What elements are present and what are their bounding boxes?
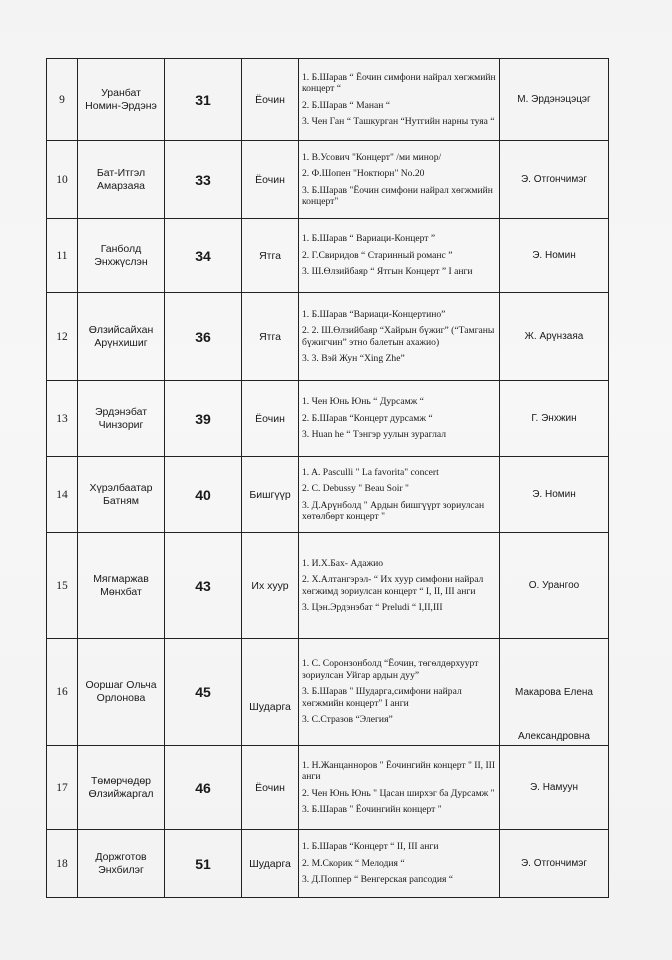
teacher-cell bbox=[500, 59, 609, 141]
teacher-cell bbox=[500, 830, 609, 898]
table-row bbox=[47, 381, 609, 457]
teacher-cell bbox=[500, 381, 609, 457]
instrument: Их хуур bbox=[251, 579, 289, 592]
participant-given-name: Энхбилэг bbox=[98, 863, 144, 876]
participant-surname: Ооршаг Ольча bbox=[85, 679, 157, 691]
teacher-cell bbox=[500, 219, 609, 293]
instrument: Ёочин bbox=[255, 173, 285, 186]
teacher-name: Э. Отгончимэг bbox=[520, 174, 588, 185]
participant-surname: Мягмаржав bbox=[93, 572, 149, 585]
participant-age: 36 bbox=[195, 328, 211, 345]
participant-name-cell bbox=[78, 639, 165, 746]
teacher-name: Ж. Арүнзаяа bbox=[524, 331, 584, 342]
program-item: 1. С. Соронзонболд “Ёочин, төгөлдөрхуурт зориулсан Уйгар ардын дуу” bbox=[302, 658, 479, 681]
participant-given-name: Амарзаяа bbox=[97, 179, 145, 192]
program-item: 1. Б.Шарав “ Ёочин симфони найрал хөгжмийн концерт “ bbox=[302, 71, 496, 94]
age-cell bbox=[165, 381, 242, 457]
program-item: 2. Б.Шарав “Концерт дурсамж “ bbox=[302, 412, 433, 424]
instrument: Ёочин bbox=[255, 781, 285, 794]
age-cell bbox=[165, 293, 242, 381]
program-item: 2. Г.Свиридов “ Старинный романс ” bbox=[302, 249, 453, 261]
program-item: 3. Б.Шарав "Ёочин симфони найрал хөгжмийн концерт" bbox=[302, 184, 493, 207]
row-number-cell bbox=[47, 381, 78, 457]
table-row bbox=[47, 141, 609, 219]
instrument-cell bbox=[242, 381, 299, 457]
instrument-cell bbox=[242, 639, 299, 746]
teacher-cell bbox=[500, 533, 609, 639]
program-item: 2. Б.Шарав “ Манан “ bbox=[302, 99, 391, 111]
participant-age: 46 bbox=[195, 779, 211, 796]
participant-age: 34 bbox=[195, 247, 211, 264]
teacher-patronymic: Александровна bbox=[518, 731, 590, 742]
program-item: 1. В.Усович "Концерт" /ми минор/ bbox=[302, 151, 442, 163]
age-cell bbox=[165, 639, 242, 746]
table-row bbox=[47, 219, 609, 293]
program-item: 3. Цэн.Эрдэнэбат “ Preludi “ I,II,III bbox=[302, 602, 443, 613]
table-row bbox=[47, 457, 609, 533]
participant-name-cell bbox=[78, 533, 165, 639]
participant-name-cell bbox=[78, 381, 165, 457]
age-cell bbox=[165, 746, 242, 830]
participant-given-name: Номин-Эрдэнэ bbox=[85, 99, 157, 112]
participant-given-name: Мөнхбат bbox=[100, 585, 142, 598]
participant-surname: Хүрэлбаатар bbox=[89, 481, 153, 494]
participant-name-cell bbox=[78, 830, 165, 898]
participant-surname: Ганболд bbox=[100, 242, 142, 255]
participant-name-cell bbox=[78, 457, 165, 533]
participant-given-name: Өлзийжаргал bbox=[88, 787, 154, 800]
instrument: Ятга bbox=[259, 249, 281, 262]
row-number: 12 bbox=[56, 330, 68, 343]
age-cell bbox=[165, 457, 242, 533]
table-row bbox=[47, 293, 609, 381]
participant-age: 33 bbox=[195, 171, 211, 188]
teacher-name: Э. Намуун bbox=[529, 782, 579, 793]
row-number: 14 bbox=[56, 488, 68, 501]
program-item: 3. Huan he “ Тэнгэр уулын зураглал bbox=[302, 429, 446, 441]
teacher-cell bbox=[500, 746, 609, 830]
table-row bbox=[47, 639, 609, 746]
participant-surname: Өлзийсайхан bbox=[88, 323, 154, 336]
teacher-name: Э. Номин bbox=[532, 250, 576, 261]
row-number-cell bbox=[47, 533, 78, 639]
instrument-cell bbox=[242, 830, 299, 898]
teacher-cell bbox=[500, 141, 609, 219]
teacher-cell bbox=[500, 293, 609, 381]
age-cell bbox=[165, 219, 242, 293]
program-item: 2. Ф.Шопен "Ноктюрн" No.20 bbox=[302, 168, 425, 179]
participant-given-name: Орлонова bbox=[96, 692, 146, 704]
program-cell bbox=[299, 141, 500, 219]
row-number: 11 bbox=[56, 249, 68, 262]
program-item: 1. Б.Шарав “Концерт “ II, III анги bbox=[302, 841, 439, 853]
participant-surname: Төмөрчөдөр bbox=[90, 774, 152, 787]
row-number: 10 bbox=[56, 173, 68, 186]
row-number-cell bbox=[47, 59, 78, 141]
teacher-name: О. Урангоо bbox=[528, 580, 580, 591]
row-number-cell bbox=[47, 141, 78, 219]
table-row bbox=[47, 830, 609, 898]
participant-name-cell bbox=[78, 746, 165, 830]
instrument-cell bbox=[242, 59, 299, 141]
program-item: 3. Д.Арүнболд " Ардын бишгүүрт зориулсан хөтөлбөрт концерт " bbox=[302, 499, 485, 522]
instrument-cell bbox=[242, 141, 299, 219]
instrument: Ятга bbox=[259, 330, 281, 343]
table-row bbox=[47, 746, 609, 830]
table-row bbox=[47, 59, 609, 141]
teacher-name: Г. Энхжин bbox=[531, 413, 577, 424]
row-number: 16 bbox=[56, 686, 68, 698]
program-cell bbox=[299, 457, 500, 533]
participant-age: 39 bbox=[195, 410, 211, 427]
program-cell bbox=[299, 830, 500, 898]
instrument: Бишгүүр bbox=[249, 488, 291, 501]
row-number: 17 bbox=[56, 781, 68, 794]
instrument: Шударга bbox=[249, 857, 291, 870]
participant-age: 43 bbox=[195, 577, 211, 594]
program-item: 2. М.Скорик “ Мелодия “ bbox=[302, 857, 405, 869]
program-item: 3. Ш.Өлзийбаяр “ Ятгын Концерт ” I анги bbox=[302, 266, 473, 278]
participant-name-cell bbox=[78, 141, 165, 219]
participant-given-name: Арүнхишиг bbox=[94, 336, 148, 349]
instrument: Ёочин bbox=[255, 412, 285, 425]
participant-age: 40 bbox=[195, 486, 211, 503]
teacher-name-wrap bbox=[500, 639, 608, 745]
table-row bbox=[47, 533, 609, 639]
table-body bbox=[47, 59, 609, 898]
participant-given-name: Энхжүслэн bbox=[94, 255, 148, 268]
instrument: Ёочин bbox=[255, 93, 285, 106]
instrument-cell bbox=[242, 457, 299, 533]
instrument-cell bbox=[242, 533, 299, 639]
program-item: 3. Д.Поппер “ Венгерская рапсодия “ bbox=[302, 874, 454, 886]
program-item: 1. Б.Шарав “Вариаци-Концертино” bbox=[302, 308, 446, 320]
program-cell bbox=[299, 59, 500, 141]
program-item: 2. Чен Юнь Юнь " Цасан ширхэг ба Дурсамж " bbox=[302, 787, 495, 799]
age-cell bbox=[165, 59, 242, 141]
program-item: 2. Х.Алтангэрэл- “ Их хуур симфони найрал хөгжимд зориулсан концерт “ I, II, III анги bbox=[302, 574, 484, 597]
teacher-name: Макарова Елена bbox=[515, 687, 593, 698]
program-item: 3. 3. Вэй Жун “Xing Zhe” bbox=[302, 353, 405, 364]
teacher-cell bbox=[500, 457, 609, 533]
participant-name-cell bbox=[78, 219, 165, 293]
row-number-cell bbox=[47, 219, 78, 293]
row-number: 9 bbox=[59, 93, 65, 106]
row-number-cell bbox=[47, 746, 78, 830]
instrument-cell bbox=[242, 293, 299, 381]
participant-surname: Уранбат bbox=[101, 86, 141, 99]
participant-name-cell bbox=[78, 59, 165, 141]
program-item: 3. Чен Ган “ Ташкурган “Нутгийн нарны туяа “ bbox=[302, 116, 495, 127]
program-cell bbox=[299, 533, 500, 639]
participant-age: 45 bbox=[195, 684, 211, 700]
program-item: 3. Б.Шарав " Ёочингийн концерт " bbox=[302, 804, 442, 815]
participant-age: 51 bbox=[195, 855, 211, 872]
participant-surname: Доржготов bbox=[95, 850, 147, 863]
program-item: 2. C. Debussy " Beau Soir " bbox=[302, 483, 409, 494]
instrument-cell bbox=[242, 219, 299, 293]
teacher-name: Э. Номин bbox=[532, 489, 576, 500]
teacher-cell bbox=[500, 639, 609, 746]
row-number-cell bbox=[47, 830, 78, 898]
program-item: 3. Б.Шарав " Шударга,симфони найрал хөгжмийн концерт" I анги bbox=[302, 686, 462, 709]
age-cell bbox=[165, 141, 242, 219]
row-number-cell bbox=[47, 293, 78, 381]
teacher-name: Э. Отгончимэг bbox=[520, 858, 588, 869]
participant-age: 31 bbox=[195, 91, 211, 108]
instrument-cell bbox=[242, 746, 299, 830]
row-number: 13 bbox=[56, 412, 68, 425]
program-item: 1. И.Х.Бах- Адажио bbox=[302, 557, 384, 569]
program-item: 2. 2. Ш.Өлзийбаяр “Хайрын бүжиг” (“Тамганы бүжигчин” этно балетын ахажио) bbox=[302, 325, 495, 348]
row-number: 15 bbox=[56, 579, 68, 592]
program-item: 1. Б.Шарав “ Вариаци-Концерт ” bbox=[302, 233, 436, 245]
participant-surname: Бат-Итгэл bbox=[96, 166, 146, 179]
program-cell bbox=[299, 639, 500, 746]
instrument: Шударга bbox=[249, 701, 291, 713]
teacher-name: М. Эрдэнэцэцэг bbox=[517, 94, 591, 105]
participant-name-cell bbox=[78, 293, 165, 381]
program-item: 3. С.Стразов “Элегия” bbox=[302, 714, 393, 726]
participants-table bbox=[46, 58, 609, 898]
program-item: 1. Н.Жанцанноров " Ёочингийн концерт " II, III анги bbox=[302, 759, 496, 782]
program-cell bbox=[299, 746, 500, 830]
participant-given-name: Чинзориг bbox=[98, 418, 144, 431]
program-cell bbox=[299, 219, 500, 293]
participant-given-name: Батням bbox=[102, 494, 139, 507]
age-cell bbox=[165, 830, 242, 898]
program-cell bbox=[299, 381, 500, 457]
row-number: 18 bbox=[56, 857, 68, 870]
program-item: 1. Чен Юнь Юнь “ Дурсамж “ bbox=[302, 396, 424, 408]
row-number-cell bbox=[47, 639, 78, 746]
program-item: 1. A. Pasculli " La favorita" concert bbox=[302, 466, 439, 478]
row-number-cell bbox=[47, 457, 78, 533]
program-cell bbox=[299, 293, 500, 381]
participant-surname: Эрдэнэбат bbox=[94, 405, 148, 418]
age-cell bbox=[165, 533, 242, 639]
